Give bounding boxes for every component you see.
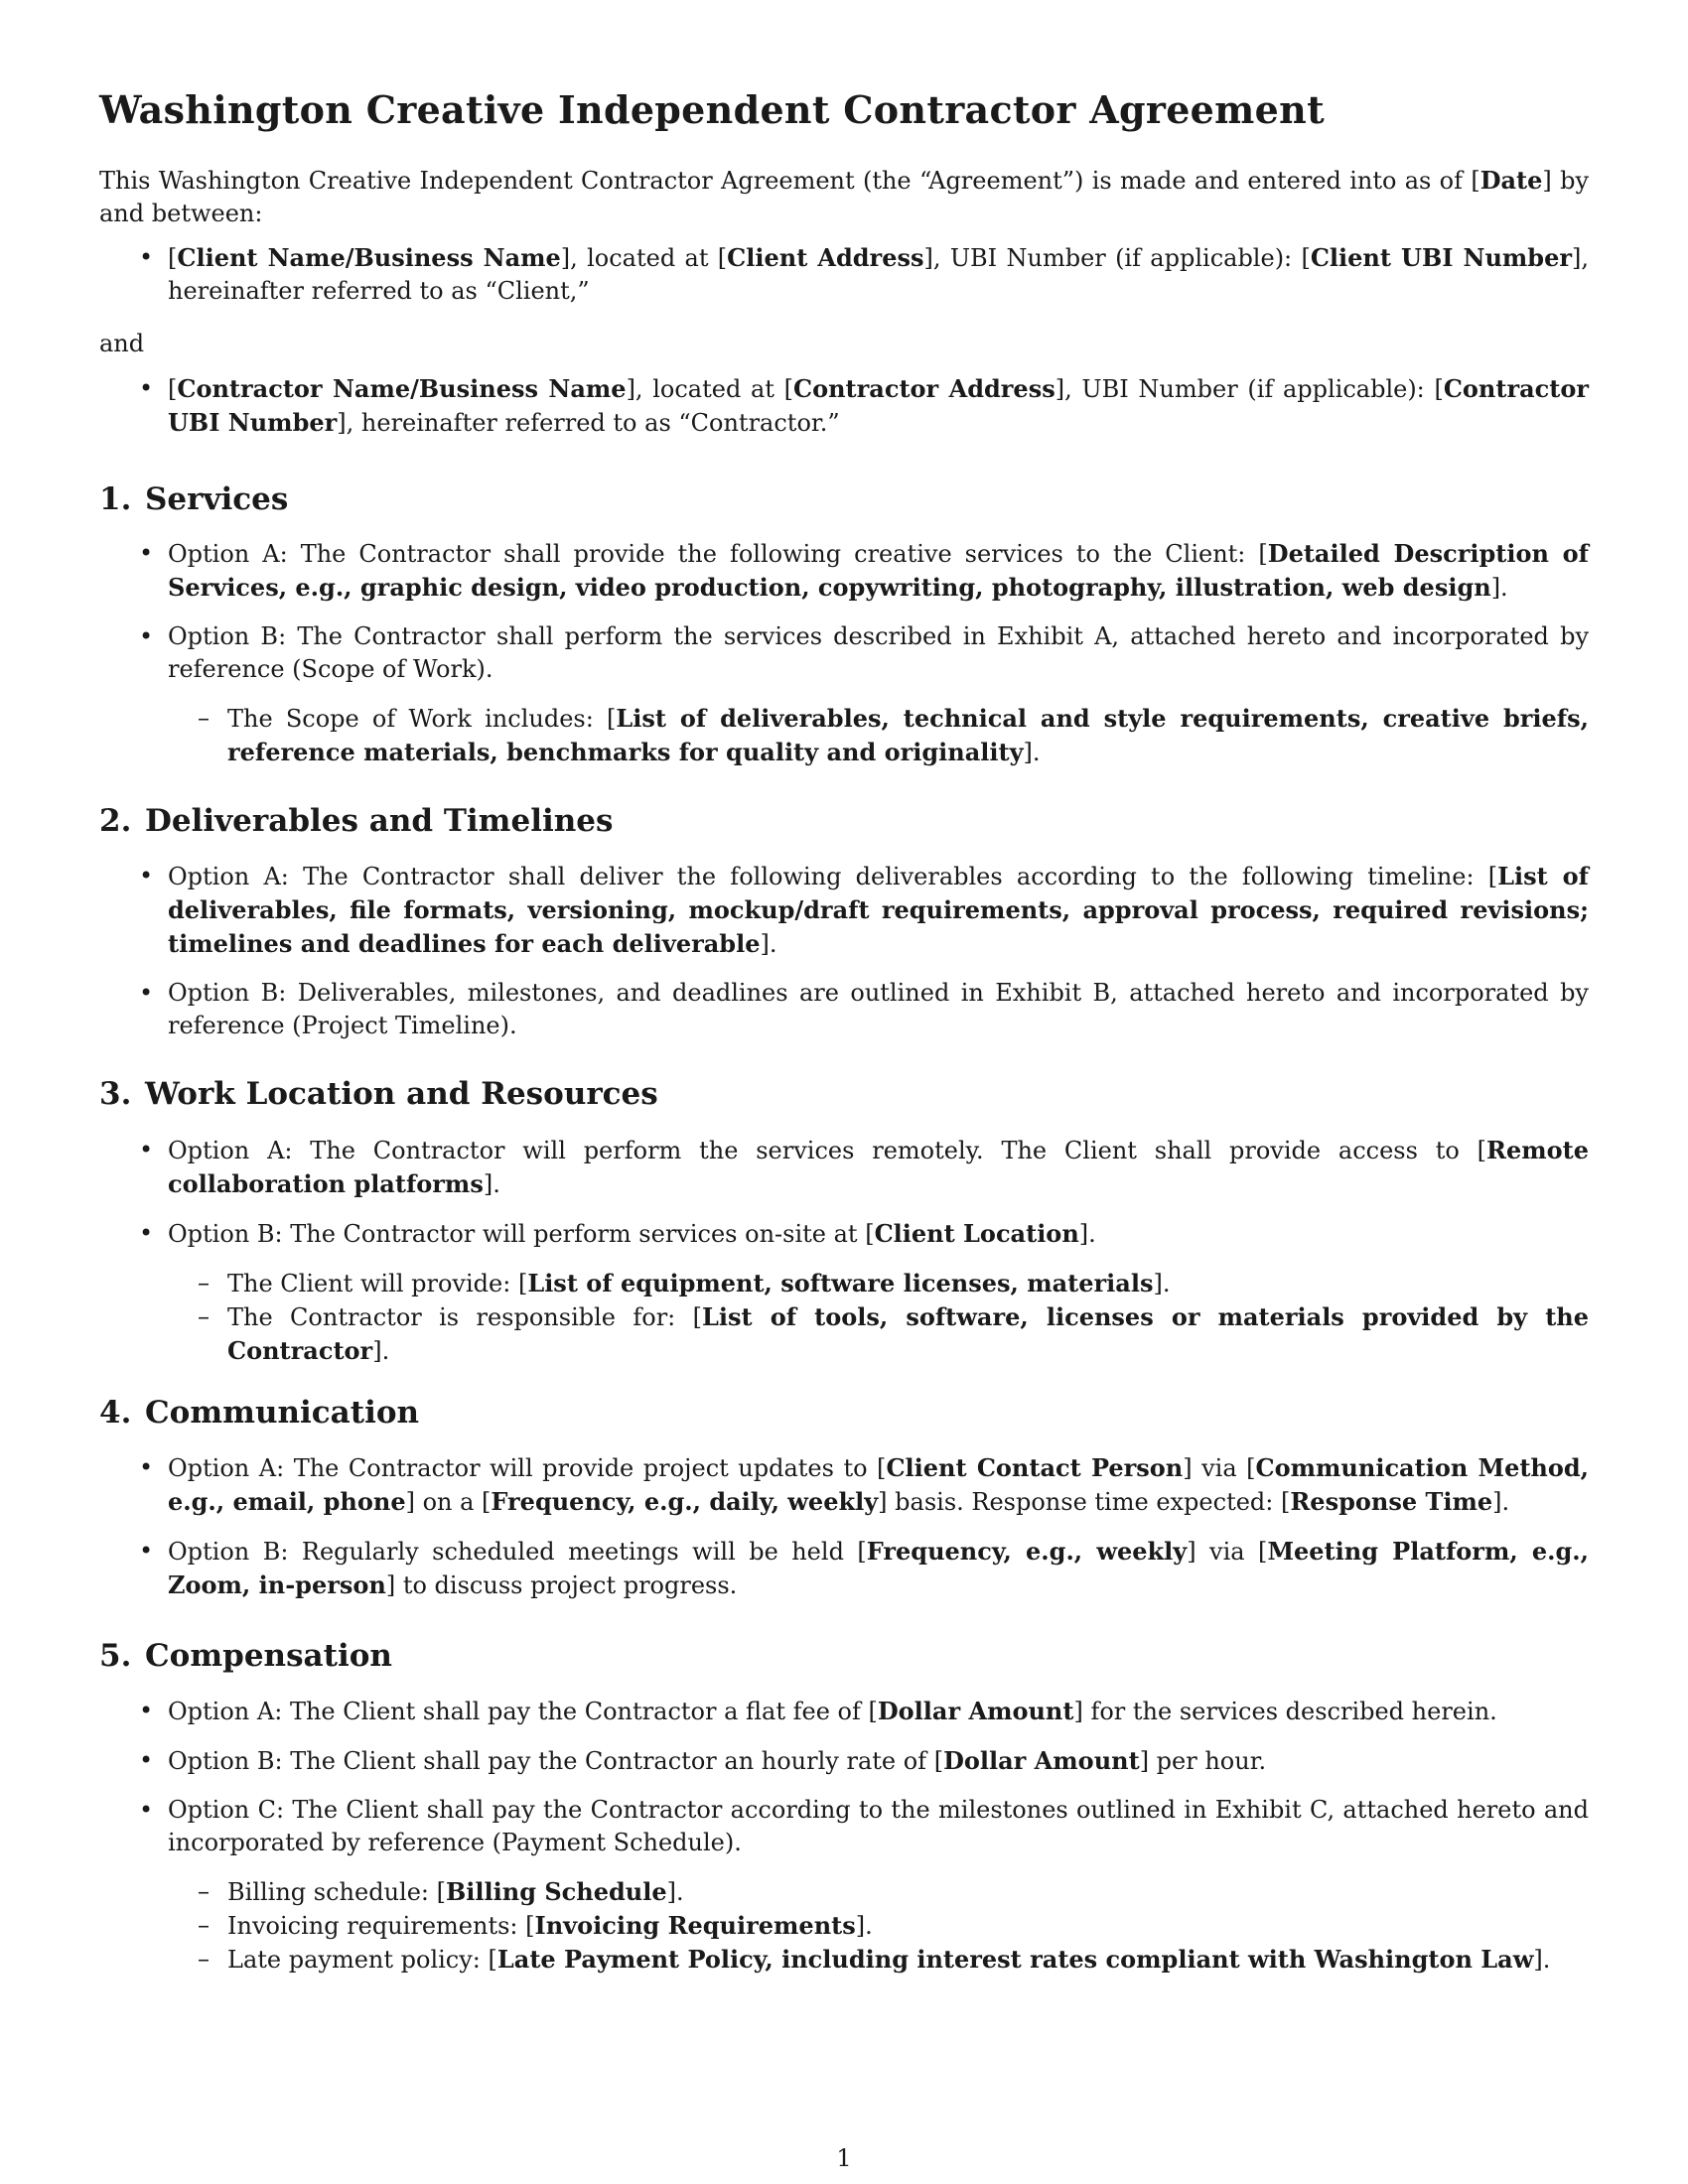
contractor-party-list xyxy=(99,372,1589,456)
scope-of-work-item: – The Scope of Work includes: [List of deliverables, technical and style requirements, creative briefs, reference materials, benchmarks for quality and originality]. xyxy=(168,702,1589,769)
client-provides-item: – The Client will provide: [List of equipment, software licenses, materials]. xyxy=(168,1267,1589,1300)
compensation-option-a: • Option A: The Client shall pay the Contractor a flat fee of [Dollar Amount] for the services described herein. xyxy=(99,1695,1589,1728)
invoicing-item: – Invoicing requirements: [Invoicing Requirements]. xyxy=(168,1909,1589,1943)
communication-options xyxy=(99,1451,1589,1618)
client-party: • [Client Name/Business Name], located at [Client Address], UBI Number (if applicable): [Client UBI Number], hereinafter referred to as “Client,” xyxy=(99,241,1589,308)
client-party-list xyxy=(99,241,1589,324)
compensation-options xyxy=(99,1695,1589,1992)
section-heading-compensation: 5. Compensation xyxy=(99,1638,392,1674)
compensation-sublist xyxy=(168,1875,1589,1977)
services-option-b: • Option B: The Contractor shall perform the services described in Exhibit A, attached hereto and incorporated by reference (Scope of Work). – The Scope of Work includes: [List of deliverables, technical and style requirements, creative briefs, reference materials, benchmarks for quality and originality]. xyxy=(99,620,1589,769)
placeholder-date: Date xyxy=(1479,166,1543,195)
services-options xyxy=(99,537,1589,785)
deliverables-option-b: • Option B: Deliverables, milestones, and deadlines are outlined in Exhibit B, attached hereto and incorporated by reference (Project Timeline). xyxy=(99,977,1589,1042)
billing-schedule-item: – Billing schedule: [Billing Schedule]. xyxy=(168,1875,1589,1909)
late-payment-item: – Late payment policy: [Late Payment Policy, including interest rates compliant with Washington Law]. xyxy=(168,1943,1589,1977)
intro-paragraph: This Washington Creative Independent Contractor Agreement (the “Agreement”) is made and entered into as of [Date] by and between: xyxy=(99,166,1589,227)
deliverables-option-a: • Option A: The Contractor shall deliver the following deliverables according to the following timeline: [List of deliverables, file formats, versioning, mockup/draft requirements, approval process, required revisions; timelines and deadlines for each deliverable]. xyxy=(99,860,1589,961)
communication-option-a: • Option A: The Contractor will provide project updates to [Client Contact Person] via [Communication Method, e.g., email, phone] on a [Frequency, e.g., daily, weekly] basis. Response time expected: [Response Time]. xyxy=(99,1451,1589,1519)
contractor-responsible-item: – The Contractor is responsible for: [List of tools, software, licenses or materials provided by the Contractor]. xyxy=(168,1300,1589,1368)
work-location-option-a: • Option A: The Contractor will perform the services remotely. The Client shall provide access to [Remote collaboration platforms]. xyxy=(99,1134,1589,1201)
document-title: Washington Creative Independent Contractor Agreement xyxy=(99,87,1325,132)
section-heading-services: 1. Services xyxy=(99,481,289,517)
services-sublist xyxy=(168,702,1589,769)
services-option-a: • Option A: The Contractor shall provide the following creative services to the Client: [Detailed Description of Services, e.g., graphic design, video production, copywriting, photography, illustration, web design]. xyxy=(99,537,1589,605)
work-location-options xyxy=(99,1134,1589,1384)
contractor-party: • [Contractor Name/Business Name], located at [Contractor Address], UBI Number (if applicable): [Contractor UBI Number], hereinafter referred to as “Contractor.” xyxy=(99,372,1589,440)
deliverables-options xyxy=(99,860,1589,1058)
section-heading-work-location: 3. Work Location and Resources xyxy=(99,1076,658,1112)
section-heading-deliverables: 2. Deliverables and Timelines xyxy=(99,803,614,839)
compensation-option-b: • Option B: The Client shall pay the Contractor an hourly rate of [Dollar Amount] per hour. xyxy=(99,1744,1589,1778)
compensation-option-c: • Option C: The Client shall pay the Contractor according to the milestones outlined in Exhibit C, attached hereto and incorporated by reference (Payment Schedule). – Billing schedule: [Billing Schedule]. – Invoicing requirements: [Invoicing Requirements]. – Late payment policy: [Late Payment Policy, including interest rates compliant with Washington Law]. xyxy=(99,1794,1589,1977)
section-heading-communication: 4. Communication xyxy=(99,1395,420,1431)
work-location-sublist xyxy=(168,1267,1589,1368)
work-location-option-b: • Option B: The Contractor will perform services on-site at [Client Location]. – The Client will provide: [List of equipment, software licenses, materials]. – The Contractor is responsible for: [List of tools, software, licenses or materials provided by the Contractor]. xyxy=(99,1217,1589,1368)
page-number: 1 xyxy=(836,2144,852,2172)
and-connector: and xyxy=(99,330,145,357)
communication-option-b: • Option B: Regularly scheduled meetings will be held [Frequency, e.g., weekly] via [Meeting Platform, e.g., Zoom, in-person] to discuss project progress. xyxy=(99,1535,1589,1602)
